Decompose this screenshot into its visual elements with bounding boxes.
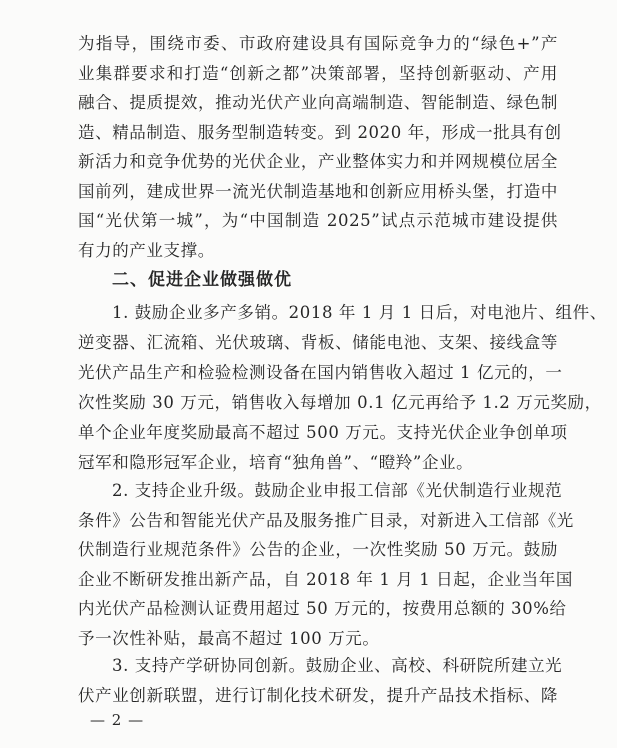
text-line: 有力的产业支撑。 — [78, 240, 215, 260]
text-line: 条件》公告和智能光伏产品及服务推广目录，对新进入工信部《光 — [78, 510, 574, 530]
text-line: 伏制造行业规范条件》公告的企业，一次性奖励 50 万元。鼓励 — [78, 540, 558, 559]
text-line: 造、精品制造、服务型制造转变。到 2020 年，形成一批具有创 — [78, 122, 562, 142]
text-line: 内光伏产品检测认证费用超过 50 万元的，按费用总额的 30%给 — [78, 599, 567, 618]
text-line: 逆变器、汇流箱、光伏玻璃、背板、储能电池、支架、接线盒等 — [78, 333, 558, 352]
text-line: 光伏产品生产和检验检测设备在国内销售收入超过 1 亿元的，一 — [78, 363, 563, 382]
page-number: — 2 — — [90, 711, 145, 729]
text-line: 2. 支持企业升级。鼓励企业申报工信部《光伏制造行业规范 — [112, 481, 563, 500]
text-line: 国“光伏第一城”，为“中国制造 2025”试点示范城市建设提供 — [78, 211, 558, 230]
text-line: 伏产业创新联盟，进行订制化技术研发，提升产品技术指标、降 — [78, 686, 558, 705]
text-line: 次性奖励 30 万元，销售收入每增加 0.1 亿元再给予 1.2 万元奖励， — [78, 393, 602, 412]
text-line: 冠军和隐形冠军企业，培育“独角兽”、“瞪羚”企业。 — [78, 453, 474, 472]
section-heading: 二、促进企业做强做优 — [112, 270, 292, 290]
text-line: 企业不断研发推出新产品，自 2018 年 1 月 1 日起，企业当年国 — [78, 569, 573, 589]
text-line: 3. 支持产学研协同创新。鼓励企业、高校、科研院所建立光 — [112, 656, 563, 675]
text-line: 予一次性补贴，最高不超过 100 万元。 — [78, 628, 380, 648]
text-line: 为指导，围绕市委、市政府建设具有国际竞争力的“绿色+”产 — [78, 34, 558, 53]
text-line: 1. 鼓励企业多产多销。2018 年 1 月 1 日后，对电池片、组件、 — [112, 303, 607, 322]
text-line: 融合、提质提效，推动光伏产业向高端制造、智能制造、绿色制 — [78, 93, 558, 112]
text-line: 单个企业年度奖励最高不超过 500 万元。支持光伏企业争创单项 — [78, 423, 568, 442]
text-line: 新活力和竞争优势的光伏企业，产业整体实力和并网规模位居全 — [78, 152, 558, 171]
text-line: 业集群要求和打造“创新之都”决策部署，坚持创新驱动、产用 — [78, 63, 558, 83]
text-line: 国前列，建成世界一流光伏制造基地和创新应用桥头堡，打造中 — [78, 181, 558, 201]
